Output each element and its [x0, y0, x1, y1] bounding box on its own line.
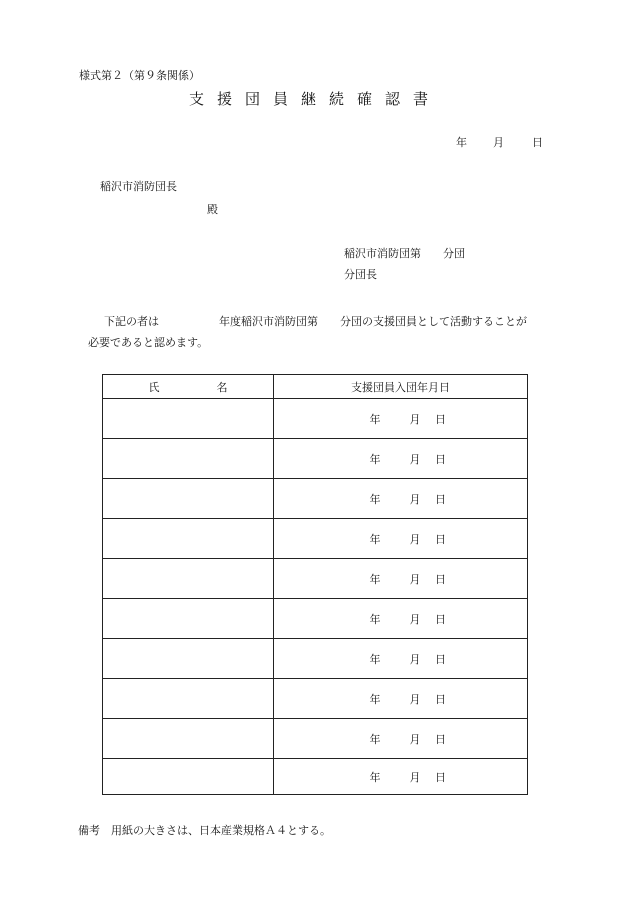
join-date-cell[interactable]	[274, 399, 527, 439]
body-text-part3: 分団の支援団員として活動することが	[340, 315, 527, 328]
table-row	[103, 558, 527, 599]
year-label: 年	[369, 613, 381, 626]
year-label: 年	[369, 733, 381, 746]
day-label: 日	[435, 413, 446, 426]
date-day: 日	[532, 136, 543, 149]
day-label: 日	[435, 453, 446, 466]
month-label: 月	[409, 573, 421, 586]
table-row	[103, 398, 527, 439]
header-name	[103, 375, 273, 398]
name-cell[interactable]	[103, 479, 273, 519]
month-label: 月	[409, 613, 421, 626]
join-date-cell[interactable]	[274, 519, 527, 559]
year-label: 年	[369, 453, 381, 466]
name-cell[interactable]	[103, 599, 273, 639]
name-cell[interactable]	[103, 759, 273, 795]
year-label: 年	[369, 413, 381, 426]
table-row	[103, 638, 527, 679]
day-label: 日	[435, 613, 446, 626]
year-label: 年	[369, 653, 381, 666]
document-title: 支援団員継続確認書	[188, 90, 441, 108]
month-label: 月	[409, 453, 421, 466]
join-date-cell[interactable]	[274, 439, 527, 479]
month-label: 月	[409, 771, 421, 784]
name-cell[interactable]	[103, 519, 273, 559]
table-row	[103, 678, 527, 719]
join-date-cell[interactable]	[274, 479, 527, 519]
day-label: 日	[435, 771, 446, 784]
name-cell[interactable]	[103, 399, 273, 439]
month-label: 月	[409, 693, 421, 706]
table-row	[103, 598, 527, 639]
day-label: 日	[435, 493, 446, 506]
member-table	[102, 374, 528, 795]
day-label: 日	[435, 653, 446, 666]
name-cell[interactable]	[103, 679, 273, 719]
table-row	[103, 438, 527, 479]
date-year: 年	[456, 136, 467, 149]
year-label: 年	[369, 693, 381, 706]
year-label: 年	[369, 533, 381, 546]
join-date-cell[interactable]	[274, 759, 527, 795]
header-name-right: 名	[216, 380, 228, 394]
name-cell[interactable]	[103, 439, 273, 479]
sender-unit: 稲沢市消防団第 分団	[344, 247, 465, 260]
header-name-left: 氏	[148, 380, 160, 394]
month-label: 月	[409, 493, 421, 506]
day-label: 日	[435, 573, 446, 586]
body-text-line1	[104, 313, 527, 329]
addressee: 稲沢市消防団長	[100, 180, 177, 193]
table-row	[103, 518, 527, 559]
body-text-line2: 必要であると認めます。	[88, 336, 209, 349]
month-label: 月	[409, 733, 421, 746]
table-row	[103, 478, 527, 519]
month-label: 月	[409, 653, 421, 666]
name-cell[interactable]	[103, 719, 273, 759]
name-cell[interactable]	[103, 559, 273, 599]
year-label: 年	[369, 573, 381, 586]
header-join-date: 支援団員入団年月日	[351, 380, 450, 394]
footnote: 備考 用紙の大きさは、日本産業規格Ａ４とする。	[78, 824, 331, 837]
join-date-cell[interactable]	[274, 639, 527, 679]
month-label: 月	[409, 533, 421, 546]
date-month: 月	[493, 136, 504, 149]
day-label: 日	[435, 533, 446, 546]
join-date-cell[interactable]	[274, 599, 527, 639]
table-row	[103, 718, 527, 759]
body-text-part1: 下記の者は	[104, 315, 159, 328]
month-label: 月	[409, 413, 421, 426]
table-row	[103, 758, 527, 795]
name-cell[interactable]	[103, 639, 273, 679]
join-date-cell[interactable]	[274, 559, 527, 599]
honorific: 殿	[207, 203, 218, 216]
join-date-cell[interactable]	[274, 679, 527, 719]
form-number: 様式第２（第９条関係）	[79, 69, 200, 82]
document-date	[456, 134, 543, 150]
year-label: 年	[369, 771, 381, 784]
day-label: 日	[435, 693, 446, 706]
join-date-cell[interactable]	[274, 719, 527, 759]
sender-title: 分団長	[344, 268, 377, 281]
table-header-row	[103, 375, 527, 398]
year-label: 年	[369, 493, 381, 506]
day-label: 日	[435, 733, 446, 746]
body-text-part2: 年度稲沢市消防団第	[219, 315, 318, 328]
